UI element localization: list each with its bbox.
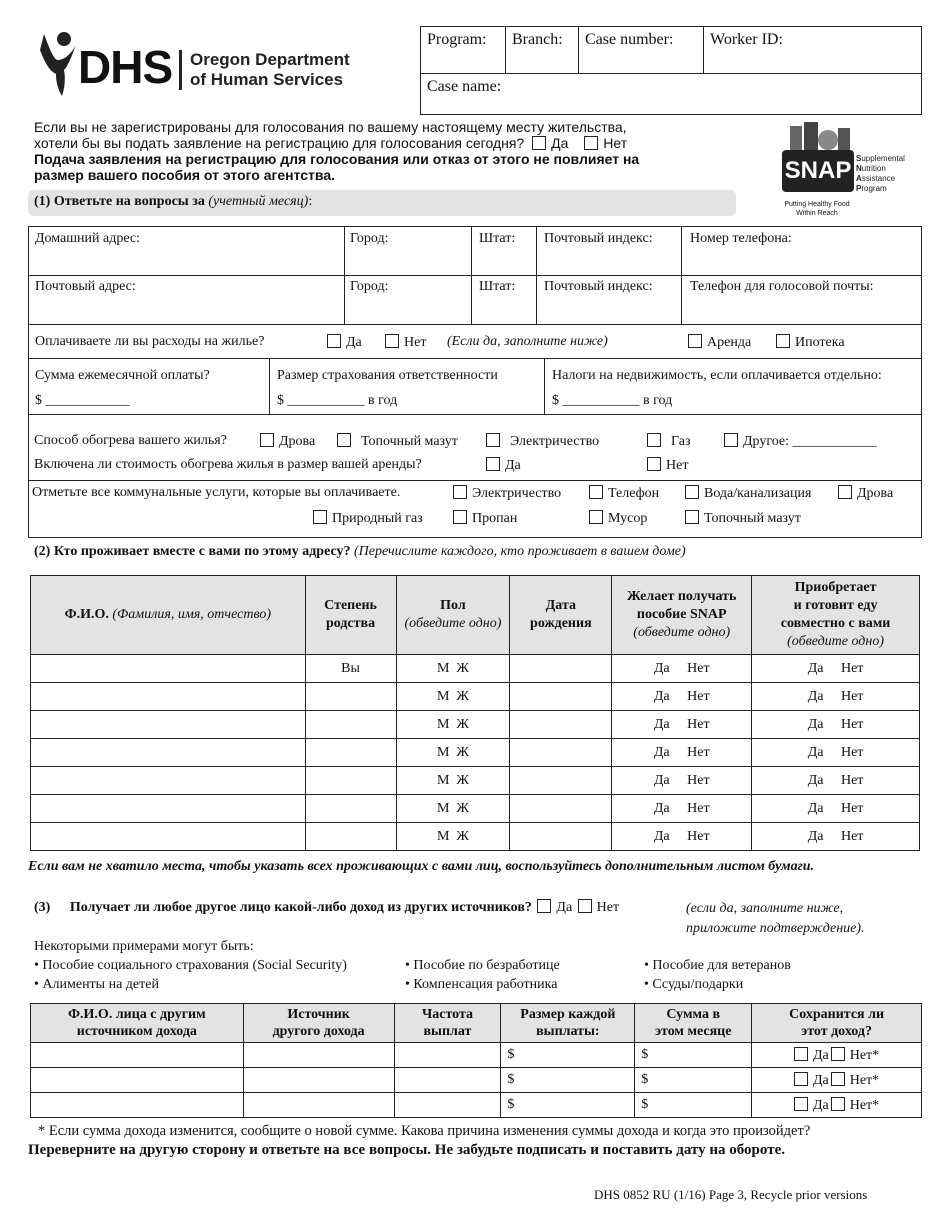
member-relationship-cell[interactable] bbox=[305, 739, 396, 767]
section-1-header: (1) Ответьте на вопросы за (учетный месяц): bbox=[28, 190, 736, 216]
member-name-cell[interactable] bbox=[31, 711, 306, 739]
income-continue-cell bbox=[752, 1043, 922, 1068]
home-address-field[interactable]: Домашний адрес: bbox=[35, 231, 141, 246]
member-dob-cell[interactable] bbox=[510, 767, 612, 795]
member-snap-cell[interactable]: Да Нет bbox=[612, 739, 752, 767]
member-relationship-cell[interactable] bbox=[305, 767, 396, 795]
org-line-1: Oregon Department bbox=[190, 50, 350, 69]
col-month-sum-header: Сумма в этом месяце bbox=[635, 1004, 752, 1043]
form-id: DHS 0852 RU (1/16) Page 3, Recycle prior versions bbox=[594, 1187, 868, 1202]
util-water-checkbox[interactable] bbox=[685, 485, 699, 499]
member-name-cell[interactable] bbox=[31, 823, 306, 851]
income-row bbox=[31, 1043, 922, 1068]
logo-divider bbox=[179, 50, 182, 90]
example-item: • Компенсация работника bbox=[405, 977, 558, 992]
section-3-question-block bbox=[34, 899, 619, 916]
member-sex-cell[interactable]: М Ж bbox=[396, 739, 510, 767]
monthly-payment-input[interactable]: $ ____________ bbox=[35, 393, 130, 408]
income-frequency-cell[interactable] bbox=[394, 1068, 501, 1093]
snap-tagline-1: Putting Healthy Food bbox=[784, 201, 850, 208]
voter-question: хотели бы вы подать заявление на регистрацию для голосования сегодня? bbox=[34, 135, 525, 151]
member-dob-cell[interactable] bbox=[510, 739, 612, 767]
income-row bbox=[31, 1093, 922, 1118]
heat-included-no-checkbox[interactable] bbox=[647, 457, 661, 471]
case-number-label: Case number: bbox=[585, 31, 674, 48]
col-sex-header: Пол (обведите одно) bbox=[396, 576, 510, 655]
continue-no-checkbox[interactable] bbox=[831, 1072, 845, 1086]
member-snap-cell[interactable]: Да Нет bbox=[612, 823, 752, 851]
col-amount-header: Размер каждой выплаты: bbox=[501, 1004, 635, 1043]
mail-zip-field[interactable]: Почтовый индекс: bbox=[544, 279, 653, 294]
program-label: Program: bbox=[427, 31, 487, 48]
housing-no-label: Нет bbox=[404, 335, 427, 350]
continue-no-checkbox[interactable] bbox=[831, 1047, 845, 1061]
member-relationship-cell[interactable] bbox=[305, 683, 396, 711]
income-source-cell[interactable] bbox=[243, 1043, 394, 1068]
section-2-question: (2) Кто проживает вместе с вами по этому адресу? bbox=[34, 544, 351, 559]
other-income-yes-label: Да bbox=[556, 900, 573, 915]
member-snap-cell[interactable]: Да Нет bbox=[612, 711, 752, 739]
member-dob-cell[interactable] bbox=[510, 711, 612, 739]
voter-notice-1: Подача заявления на регистрацию для голосования или отказ от этого не повлияет на bbox=[34, 151, 640, 167]
member-snap-cell[interactable]: Да Нет bbox=[612, 795, 752, 823]
household-row bbox=[31, 767, 920, 795]
housing-yes-checkbox[interactable] bbox=[327, 334, 341, 348]
example-item: • Пособие социального страхования (Social Security) bbox=[34, 958, 347, 973]
heat-option-label: Газ bbox=[671, 434, 691, 449]
heat-included-question: Включена ли стоимость обогрева жилья в размер вашей аренды? bbox=[34, 457, 422, 472]
member-sex-cell[interactable]: М Ж bbox=[396, 795, 510, 823]
voter-no-label: Нет bbox=[603, 135, 628, 151]
section-3-number: (3) bbox=[34, 900, 51, 915]
income-amount-cell[interactable]: $ bbox=[501, 1068, 635, 1093]
monthly-payment-label: Сумма ежемесячной оплаты? bbox=[35, 368, 210, 383]
col-relationship-header: Степень родства bbox=[305, 576, 396, 655]
col-frequency-header: Частота выплат bbox=[394, 1004, 501, 1043]
income-frequency-cell[interactable] bbox=[394, 1043, 501, 1068]
member-name-cell[interactable] bbox=[31, 767, 306, 795]
mail-state-field[interactable]: Штат: bbox=[479, 279, 516, 294]
mortgage-label: Ипотека bbox=[795, 335, 845, 350]
income-source-cell[interactable] bbox=[243, 1093, 394, 1118]
continue-no-label: Нет* bbox=[849, 1097, 880, 1113]
voter-notice-2: размер вашего пособия от этого агентства. bbox=[34, 167, 336, 183]
income-month-sum-cell[interactable]: $ bbox=[635, 1043, 752, 1068]
household-row bbox=[31, 739, 920, 767]
household-header-row bbox=[31, 576, 920, 655]
example-item: • Пособие для ветеранов bbox=[644, 958, 791, 973]
voicemail-field[interactable]: Телефон для голосовой почты: bbox=[690, 279, 874, 294]
heat-included-yes-label: Да bbox=[505, 458, 521, 473]
member-name-cell[interactable] bbox=[31, 655, 306, 683]
member-food-cell[interactable]: Да Нет bbox=[752, 711, 920, 739]
section-3-question: Получает ли любое другое лицо какой-либо доход из других источников? bbox=[69, 900, 532, 915]
insurance-input[interactable]: $ ___________ в год bbox=[277, 393, 398, 408]
util-natgas-checkbox[interactable] bbox=[313, 510, 327, 524]
income-amount-cell[interactable]: $ bbox=[501, 1043, 635, 1068]
member-food-cell[interactable]: Да Нет bbox=[752, 823, 920, 851]
snap-logo: SNAP Supplemental Nutrition Assistance Program Putting Healthy Food Within Reach bbox=[780, 120, 920, 220]
income-row bbox=[31, 1068, 922, 1093]
continue-no-label: Нет* bbox=[849, 1072, 880, 1088]
utility-label: Телефон bbox=[608, 486, 660, 501]
income-person-cell[interactable] bbox=[31, 1043, 244, 1068]
insurance-label: Размер страхования ответственности bbox=[277, 368, 498, 383]
utilities-question: Отметьте все коммунальные услуги, которые вы оплачиваете. bbox=[32, 485, 401, 500]
continue-yes-label: Да bbox=[812, 1047, 829, 1063]
member-sex-cell[interactable]: М Ж bbox=[396, 823, 510, 851]
util-oil-checkbox[interactable] bbox=[685, 510, 699, 524]
mail-city-field[interactable]: Город: bbox=[350, 279, 389, 294]
rent-checkbox[interactable] bbox=[688, 334, 702, 348]
city-field[interactable]: Город: bbox=[350, 231, 389, 246]
member-relationship-cell[interactable] bbox=[305, 795, 396, 823]
member-dob-cell[interactable] bbox=[510, 823, 612, 851]
income-person-cell[interactable] bbox=[31, 1068, 244, 1093]
col-continue-header: Сохранится ли этот доход? bbox=[752, 1004, 922, 1043]
member-food-cell[interactable]: Да Нет bbox=[752, 683, 920, 711]
continue-yes-checkbox[interactable] bbox=[794, 1047, 808, 1061]
snap-wordmark: SNAP bbox=[782, 150, 854, 192]
util-electric-checkbox[interactable] bbox=[453, 485, 467, 499]
dhs-wordmark: DHS bbox=[78, 41, 173, 93]
person-figure-icon bbox=[36, 30, 80, 100]
property-tax-label: Налоги на недвижимость, если оплачивается отдельно: bbox=[552, 368, 882, 383]
util-wood-checkbox[interactable] bbox=[838, 485, 852, 499]
member-relationship-cell[interactable] bbox=[305, 823, 396, 851]
section-3-hint: (если да, заполните ниже, приложите подтверждение). bbox=[686, 901, 865, 936]
mortgage-checkbox[interactable] bbox=[776, 334, 790, 348]
voter-line-2 bbox=[34, 135, 754, 151]
member-sex-cell[interactable]: М Ж bbox=[396, 655, 510, 683]
voter-yes-checkbox[interactable] bbox=[532, 136, 546, 150]
income-month-sum-cell[interactable]: $ bbox=[635, 1093, 752, 1118]
household-row bbox=[31, 823, 920, 851]
col-snap-header: Желает получать пособие SNAP (обведите одно) bbox=[612, 576, 752, 655]
col-dob-header: Дата рождения bbox=[510, 576, 612, 655]
branch-label: Branch: bbox=[512, 31, 563, 48]
continue-no-checkbox[interactable] bbox=[831, 1097, 845, 1111]
member-name-cell[interactable] bbox=[31, 683, 306, 711]
utility-label: Вода/канализация bbox=[704, 486, 812, 501]
continue-no-label: Нет* bbox=[849, 1047, 880, 1063]
worker-id-label: Worker ID: bbox=[710, 31, 783, 48]
section-2-hint: (Перечислите каждого, кто проживает в вашем доме) bbox=[353, 544, 686, 559]
income-continue-cell bbox=[752, 1068, 922, 1093]
income-continue-cell bbox=[752, 1093, 922, 1118]
program-field[interactable] bbox=[421, 27, 506, 73]
heat-option-label: Дрова bbox=[279, 434, 316, 449]
snap-tagline-2: Within Reach bbox=[796, 210, 838, 217]
snap-a: ssistance bbox=[861, 174, 896, 183]
mailing-address-field[interactable]: Почтовый адрес: bbox=[35, 279, 136, 294]
voter-line-1: Если вы не зарегистрированы для голосования по вашему настоящему месту жительства, bbox=[34, 119, 627, 135]
heat-option-label: Электричество bbox=[510, 434, 600, 449]
member-sex-cell[interactable]: М Ж bbox=[396, 711, 510, 739]
snap-s: upplemental bbox=[861, 154, 905, 163]
org-name bbox=[190, 50, 350, 90]
heating-question: Способ обогрева вашего жилья? bbox=[34, 433, 227, 448]
member-snap-cell[interactable]: Да Нет bbox=[612, 655, 752, 683]
member-snap-cell[interactable]: Да Нет bbox=[612, 683, 752, 711]
continue-yes-checkbox[interactable] bbox=[794, 1072, 808, 1086]
housing-yes-label: Да bbox=[346, 335, 362, 350]
housing-no-checkbox[interactable] bbox=[385, 334, 399, 348]
case-info-box bbox=[420, 26, 922, 115]
utility-label: Электричество bbox=[472, 486, 562, 501]
income-header-row bbox=[31, 1004, 922, 1043]
extra-space-note: Если вам не хватило места, чтобы указать всех проживающих с вами лиц, воспользуйтесь дополнительным листом бумаги. bbox=[28, 859, 815, 874]
continue-yes-checkbox[interactable] bbox=[794, 1097, 808, 1111]
branch-field[interactable] bbox=[506, 27, 579, 73]
continue-yes-label: Да bbox=[812, 1072, 829, 1088]
income-person-cell[interactable] bbox=[31, 1093, 244, 1118]
section-2-title bbox=[34, 544, 686, 560]
member-food-cell[interactable]: Да Нет bbox=[752, 739, 920, 767]
household-row bbox=[31, 655, 920, 683]
household-row bbox=[31, 683, 920, 711]
section-1-title: (1) Ответьте на вопросы за bbox=[34, 194, 205, 209]
utility-label: Пропан bbox=[472, 511, 518, 526]
voter-yes-label: Да bbox=[551, 135, 569, 151]
income-change-note: * Если сумма дохода изменится, сообщите о новой сумме. Какова причина изменения суммы дохода и когда это произойдет? bbox=[38, 1123, 811, 1139]
member-food-cell[interactable]: Да Нет bbox=[752, 655, 920, 683]
util-garbage-checkbox[interactable] bbox=[589, 510, 603, 524]
turn-page-instruction: Переверните на другую сторону и ответьте на все вопросы. Не забудьте подписать и поставить дату на обороте. bbox=[28, 1142, 785, 1158]
household-row bbox=[31, 711, 920, 739]
examples-title: Некоторыми примерами могут быть: bbox=[34, 939, 254, 954]
heat-included-yes-checkbox[interactable] bbox=[486, 457, 500, 471]
housing-question: Оплачиваете ли вы расходы на жилье? bbox=[35, 334, 265, 349]
col-food-header: Приобретает и готовит еду совместно с вами (обведите одно) bbox=[752, 576, 920, 655]
income-month-sum-cell[interactable]: $ bbox=[635, 1068, 752, 1093]
example-item: • Пособие по безработице bbox=[405, 958, 560, 973]
member-dob-cell[interactable] bbox=[510, 683, 612, 711]
member-dob-cell[interactable] bbox=[510, 655, 612, 683]
col-name-header: Ф.И.О. (Фамилия, имя, отчество) bbox=[31, 576, 306, 655]
org-line-2: of Human Services bbox=[190, 70, 344, 89]
heat-included-no-label: Нет bbox=[666, 458, 689, 473]
income-frequency-cell[interactable] bbox=[394, 1093, 501, 1118]
snap-n: utrition bbox=[861, 164, 886, 173]
worker-id-field[interactable] bbox=[704, 27, 921, 73]
member-sex-cell[interactable]: М Ж bbox=[396, 683, 510, 711]
household-table bbox=[30, 575, 920, 851]
utility-label: Природный газ bbox=[332, 511, 423, 526]
col-source-header: Источник другого дохода bbox=[243, 1004, 394, 1043]
util-propane-checkbox[interactable] bbox=[453, 510, 467, 524]
heat-other-input[interactable]: ____________ bbox=[792, 434, 877, 449]
phone-field[interactable]: Номер телефона: bbox=[690, 231, 792, 246]
heat-gas-checkbox[interactable] bbox=[647, 433, 661, 447]
member-name-cell[interactable] bbox=[31, 795, 306, 823]
utility-label: Мусор bbox=[608, 511, 648, 526]
income-examples bbox=[34, 937, 834, 994]
heat-option-label: Другое: bbox=[743, 434, 790, 449]
member-name-cell[interactable] bbox=[31, 739, 306, 767]
member-relationship-cell[interactable]: Вы bbox=[305, 655, 396, 683]
heat-electric-checkbox[interactable] bbox=[486, 433, 500, 447]
household-row bbox=[31, 795, 920, 823]
utility-label: Топочный мазут bbox=[704, 511, 801, 526]
other-income-no-label: Нет bbox=[596, 900, 620, 915]
other-income-yes-checkbox[interactable] bbox=[537, 899, 551, 913]
member-snap-cell[interactable]: Да Нет bbox=[612, 767, 752, 795]
example-item: • Ссуды/подарки bbox=[644, 977, 744, 992]
income-source-cell[interactable] bbox=[243, 1068, 394, 1093]
case-name-field[interactable] bbox=[421, 73, 921, 115]
voter-registration-block bbox=[34, 119, 754, 183]
case-name-label: Case name: bbox=[427, 78, 502, 95]
member-relationship-cell[interactable] bbox=[305, 711, 396, 739]
section-1-grid bbox=[28, 226, 922, 538]
heat-oil-checkbox[interactable] bbox=[337, 433, 351, 447]
section-1-hint: (учетный месяц) bbox=[208, 194, 309, 209]
state-field[interactable]: Штат: bbox=[479, 231, 516, 246]
rent-label: Аренда bbox=[707, 335, 752, 350]
case-number-field[interactable] bbox=[579, 27, 704, 73]
heat-other-checkbox[interactable] bbox=[724, 433, 738, 447]
heat-wood-checkbox[interactable] bbox=[260, 433, 274, 447]
heat-option-label: Топочный мазут bbox=[361, 434, 458, 449]
income-amount-cell[interactable]: $ bbox=[501, 1093, 635, 1118]
housing-hint: (Если да, заполните ниже) bbox=[447, 334, 608, 349]
member-food-cell[interactable]: Да Нет bbox=[752, 795, 920, 823]
util-phone-checkbox[interactable] bbox=[589, 485, 603, 499]
zip-field[interactable]: Почтовый индекс: bbox=[544, 231, 653, 246]
other-income-no-checkbox[interactable] bbox=[578, 899, 592, 913]
voter-no-checkbox[interactable] bbox=[584, 136, 598, 150]
example-item: • Алименты на детей bbox=[34, 977, 159, 992]
other-income-table bbox=[30, 1003, 922, 1118]
utility-label: Дрова bbox=[857, 486, 894, 501]
member-food-cell[interactable]: Да Нет bbox=[752, 767, 920, 795]
property-tax-input[interactable]: $ ___________ в год bbox=[552, 393, 673, 408]
snap-p: rogram bbox=[861, 184, 887, 193]
member-sex-cell[interactable]: М Ж bbox=[396, 767, 510, 795]
col-person-header: Ф.И.О. лица с другим источником дохода bbox=[31, 1004, 244, 1043]
member-dob-cell[interactable] bbox=[510, 795, 612, 823]
dhs-logo bbox=[36, 30, 376, 102]
continue-yes-label: Да bbox=[812, 1097, 829, 1113]
